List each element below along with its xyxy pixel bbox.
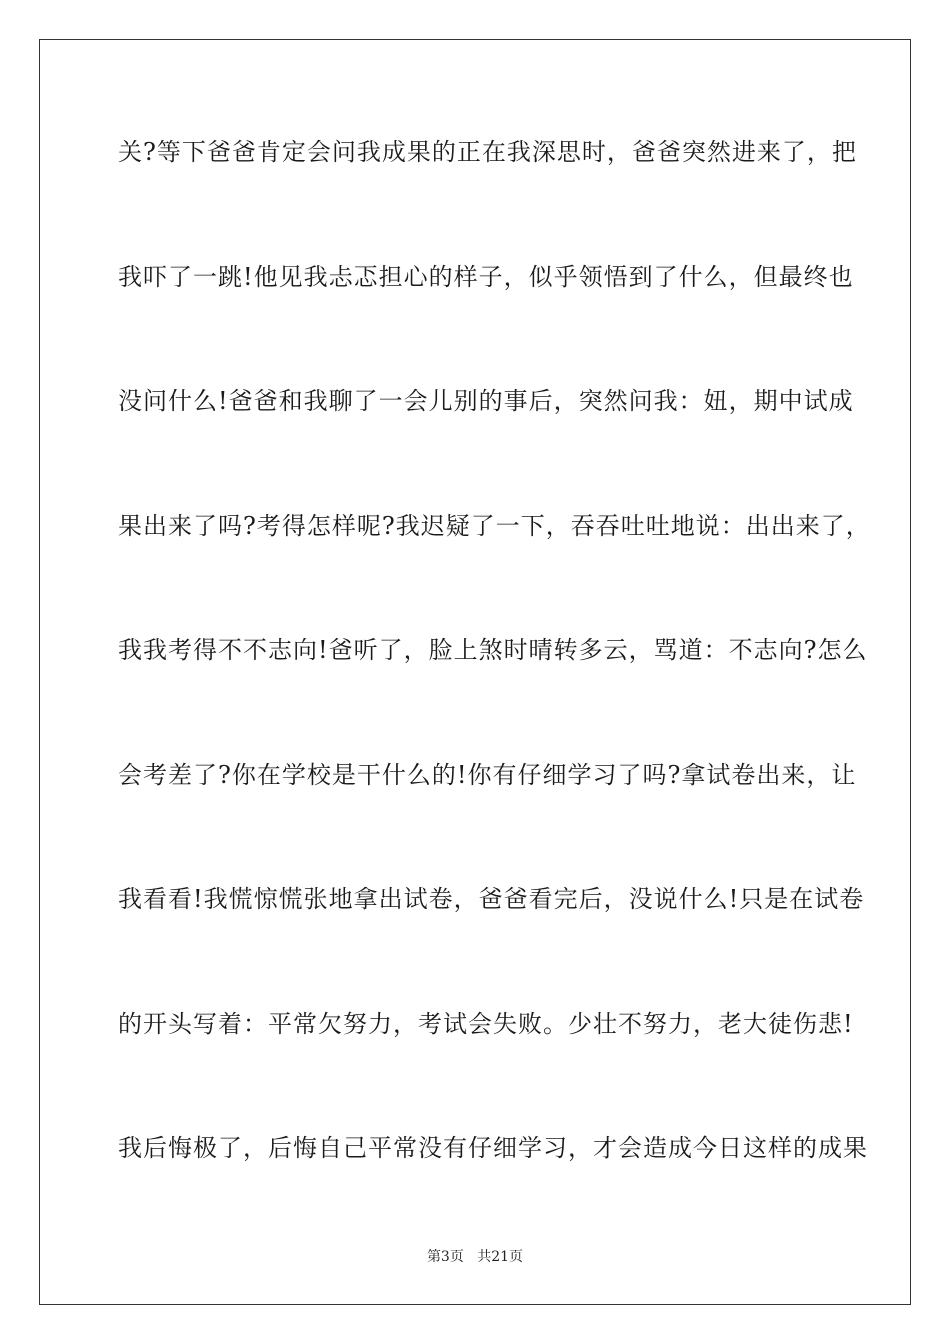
text-line: 的开头写着：平常欠努力，考试会失败。少壮不努力，老大徒伤悲!: [118, 1009, 854, 1038]
text-line: 我我考得不不志向!爸听了，脸上煞时晴转多云，骂道：不志向?怎么: [118, 636, 868, 664]
text-line: 会考差了?你在学校是干什么的!你有仔细学习了吗?拿试卷出来，让: [118, 760, 857, 789]
text-line: 我吓了一跳!他见我忐忑担心的样子，似乎领悟到了什么，但最终也: [118, 262, 854, 291]
text-line: 果出来了吗?考得怎样呢?我迟疑了一下，吞吞吐吐地说：出出来了，: [118, 511, 871, 540]
text-line: 我后悔极了，后悔自己平常没有仔细学习，才会造成今日这样的成果: [118, 1134, 868, 1162]
page-footer: [0, 1246, 950, 1266]
text-line: 没问什么!爸爸和我聊了一会儿别的事后，突然问我：妞，期中试成: [118, 387, 854, 415]
body-text: [118, 128, 871, 1249]
text-line: 我看看!我慌惊慌张地拿出试卷，爸爸看完后，没说什么!只是在试卷: [118, 885, 865, 913]
total-pages: 共21页: [477, 1249, 524, 1265]
text-line: 关?等下爸爸肯定会问我成果的正在我深思时，爸爸突然进来了，把: [118, 138, 857, 166]
current-page-number: 第3页: [426, 1249, 464, 1265]
